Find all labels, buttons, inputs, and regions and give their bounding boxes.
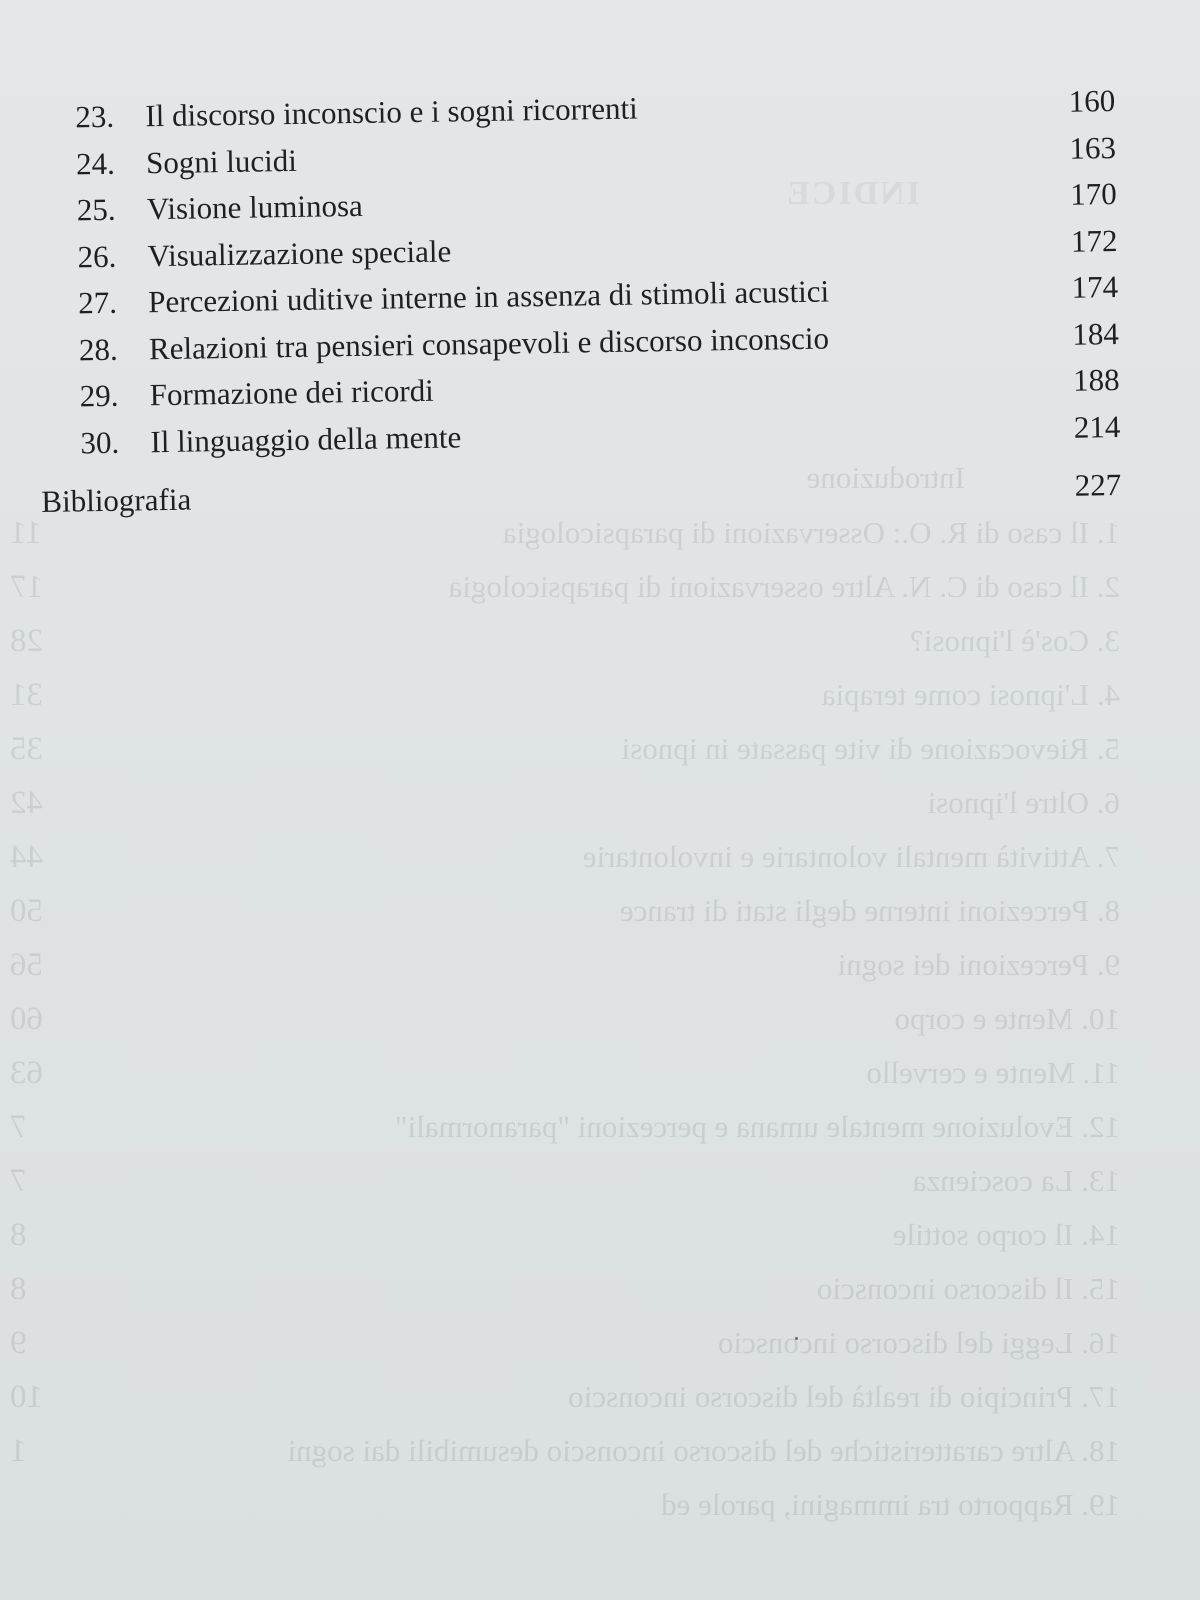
toc-entry-number: 29.: [79, 377, 119, 414]
show-through-entry-page: 8: [10, 1271, 27, 1307]
show-through-entry-title: 11. Mente e cervello: [866, 1055, 1120, 1090]
show-through-entry-page: 60: [10, 1001, 43, 1037]
show-through-entry: [10, 1433, 1120, 1473]
toc-entry-page: 160: [1068, 83, 1116, 119]
show-through-entry: [10, 893, 1120, 933]
show-through-entry: [10, 1109, 1120, 1149]
bibliography-title: Bibliografia: [41, 481, 192, 519]
show-through-entry: [10, 839, 1120, 879]
show-through-entry-title: 3. Cos'è l'ipnosi?: [909, 623, 1120, 658]
show-through-entry-page: 35: [10, 731, 43, 767]
show-through-entry-page: 8: [10, 1217, 27, 1253]
show-through-entry-title: 9. Percezioni dei sogni: [837, 947, 1120, 982]
show-through-heading: INDICE: [785, 175, 920, 212]
show-through-entry: [10, 731, 1120, 771]
toc-entry-number: 30.: [80, 424, 120, 460]
show-through-entry-title: 18. Altre caratteristiche del discorso inconscio desumibili dai sogni: [287, 1433, 1120, 1468]
toc-entry-page: 188: [1072, 362, 1120, 398]
paper-speck: [795, 1337, 798, 1340]
toc-entry-page: 174: [1071, 269, 1119, 305]
toc-entry-page: 184: [1072, 315, 1120, 352]
show-through-entry: [10, 1379, 1120, 1419]
show-through-entry-page: 7: [10, 1163, 27, 1199]
show-through-entry-page: 50: [10, 893, 43, 929]
table-of-contents: [35, 78, 1132, 526]
show-through-entry: [10, 1487, 1120, 1527]
show-through-entry-title: 2. Il caso di C. N. Altre osservazioni di parapsicologia: [448, 569, 1120, 604]
show-through-entry: [10, 785, 1120, 825]
toc-entry-page: 172: [1070, 222, 1118, 259]
show-through-entry-title: 8. Percezioni interne degli stati di trance: [619, 893, 1120, 928]
show-through-entry: [10, 947, 1120, 987]
show-through-entry-page: 10: [10, 1379, 43, 1415]
show-through-entry-page: 44: [10, 839, 43, 875]
toc-entry-title: Visualizzazione speciale: [147, 232, 452, 273]
toc-entry-title: Percezioni uditive interne in assenza di stimoli acustici: [147, 273, 830, 320]
toc-entry-page: 170: [1069, 176, 1117, 212]
show-through-entry-title: 15. Il discorso inconscio: [816, 1271, 1120, 1306]
show-through-entry: [10, 1055, 1120, 1095]
show-through-intro: Introduzione: [806, 460, 965, 495]
toc-entry-number: 26.: [77, 238, 117, 274]
show-through-entry-title: 19. Rapporto tra immagini, parole ed: [661, 1487, 1120, 1522]
show-through-entry-title: 6. Oltre l'ipnosi: [927, 785, 1120, 820]
toc-entry-number: 23.: [75, 98, 115, 135]
toc-entry-title: Formazione dei ricordi: [149, 372, 435, 413]
show-through-entry-title: 14. Il corpo sottile: [892, 1217, 1120, 1252]
show-through-entry: [10, 1271, 1120, 1311]
bibliography-page: 227: [1074, 466, 1122, 503]
show-through-entry-page: 7: [10, 1109, 27, 1145]
show-through-entry-title: 1. Il caso di R. O.: Osservazioni di parapsicologia: [502, 515, 1120, 550]
show-through-entry-page: 28: [10, 623, 43, 659]
show-through-entry: [10, 569, 1120, 609]
show-through-entry-page: 9: [10, 1325, 27, 1361]
toc-entry-title: Sogni lucidi: [145, 142, 298, 180]
show-through-entry-title: 5. Rievocazione di vite passate in ipnosi: [621, 731, 1120, 766]
toc-entry-title: Relazioni tra pensieri consapevoli e discorso inconscio: [148, 320, 830, 366]
show-through-entry-page: 63: [10, 1055, 43, 1091]
toc-entry-number: 25.: [76, 191, 116, 228]
show-through-entry-page: 56: [10, 947, 43, 983]
show-through-entry: [10, 1325, 1120, 1365]
show-through-entry: [10, 677, 1120, 717]
toc-entry-number: 27.: [77, 284, 118, 321]
show-through-entry-title: 4. L'ipnosi come terapia: [821, 677, 1120, 712]
show-through-entry-title: 10. Mente e corpo: [894, 1001, 1120, 1036]
show-through-entry: [10, 623, 1120, 663]
show-through-entry-page: 17: [10, 569, 43, 605]
show-through-entry-page: 42: [10, 785, 43, 821]
show-through-entry-title: 13. La coscienza: [912, 1163, 1120, 1198]
show-through-entry-title: 12. Evoluzione mentale umana e percezioni "paranormali": [394, 1109, 1120, 1144]
show-through-entry-page: 31: [10, 677, 43, 713]
show-through-entry: [10, 1001, 1120, 1041]
show-through-entry-page: 1: [10, 1433, 27, 1469]
toc-entry-number: 28.: [78, 331, 119, 367]
toc-entry-page: 214: [1073, 408, 1121, 445]
show-through-entry-title: 17. Principio di realtà del discorso inconscio: [568, 1379, 1120, 1414]
toc-entry-title: Visione luminosa: [146, 187, 364, 227]
toc-entry-page: 163: [1069, 129, 1117, 166]
toc-entry-title: Il discorso inconscio e i sogni ricorrenti: [145, 90, 639, 134]
toc-bibliography: [41, 462, 1132, 526]
toc-entry-number: 24.: [75, 145, 116, 181]
show-through-entry: [10, 1217, 1120, 1257]
show-through-entry: [10, 1163, 1120, 1203]
toc-entry-title: Il linguaggio della mente: [150, 418, 462, 459]
show-through-entry-title: 16. Leggi del discorso inconscio: [717, 1325, 1120, 1360]
show-through-entry-page: 11: [10, 515, 42, 551]
show-through-entry-title: 7. Attività mentali volontarie e involontarie: [582, 839, 1120, 874]
